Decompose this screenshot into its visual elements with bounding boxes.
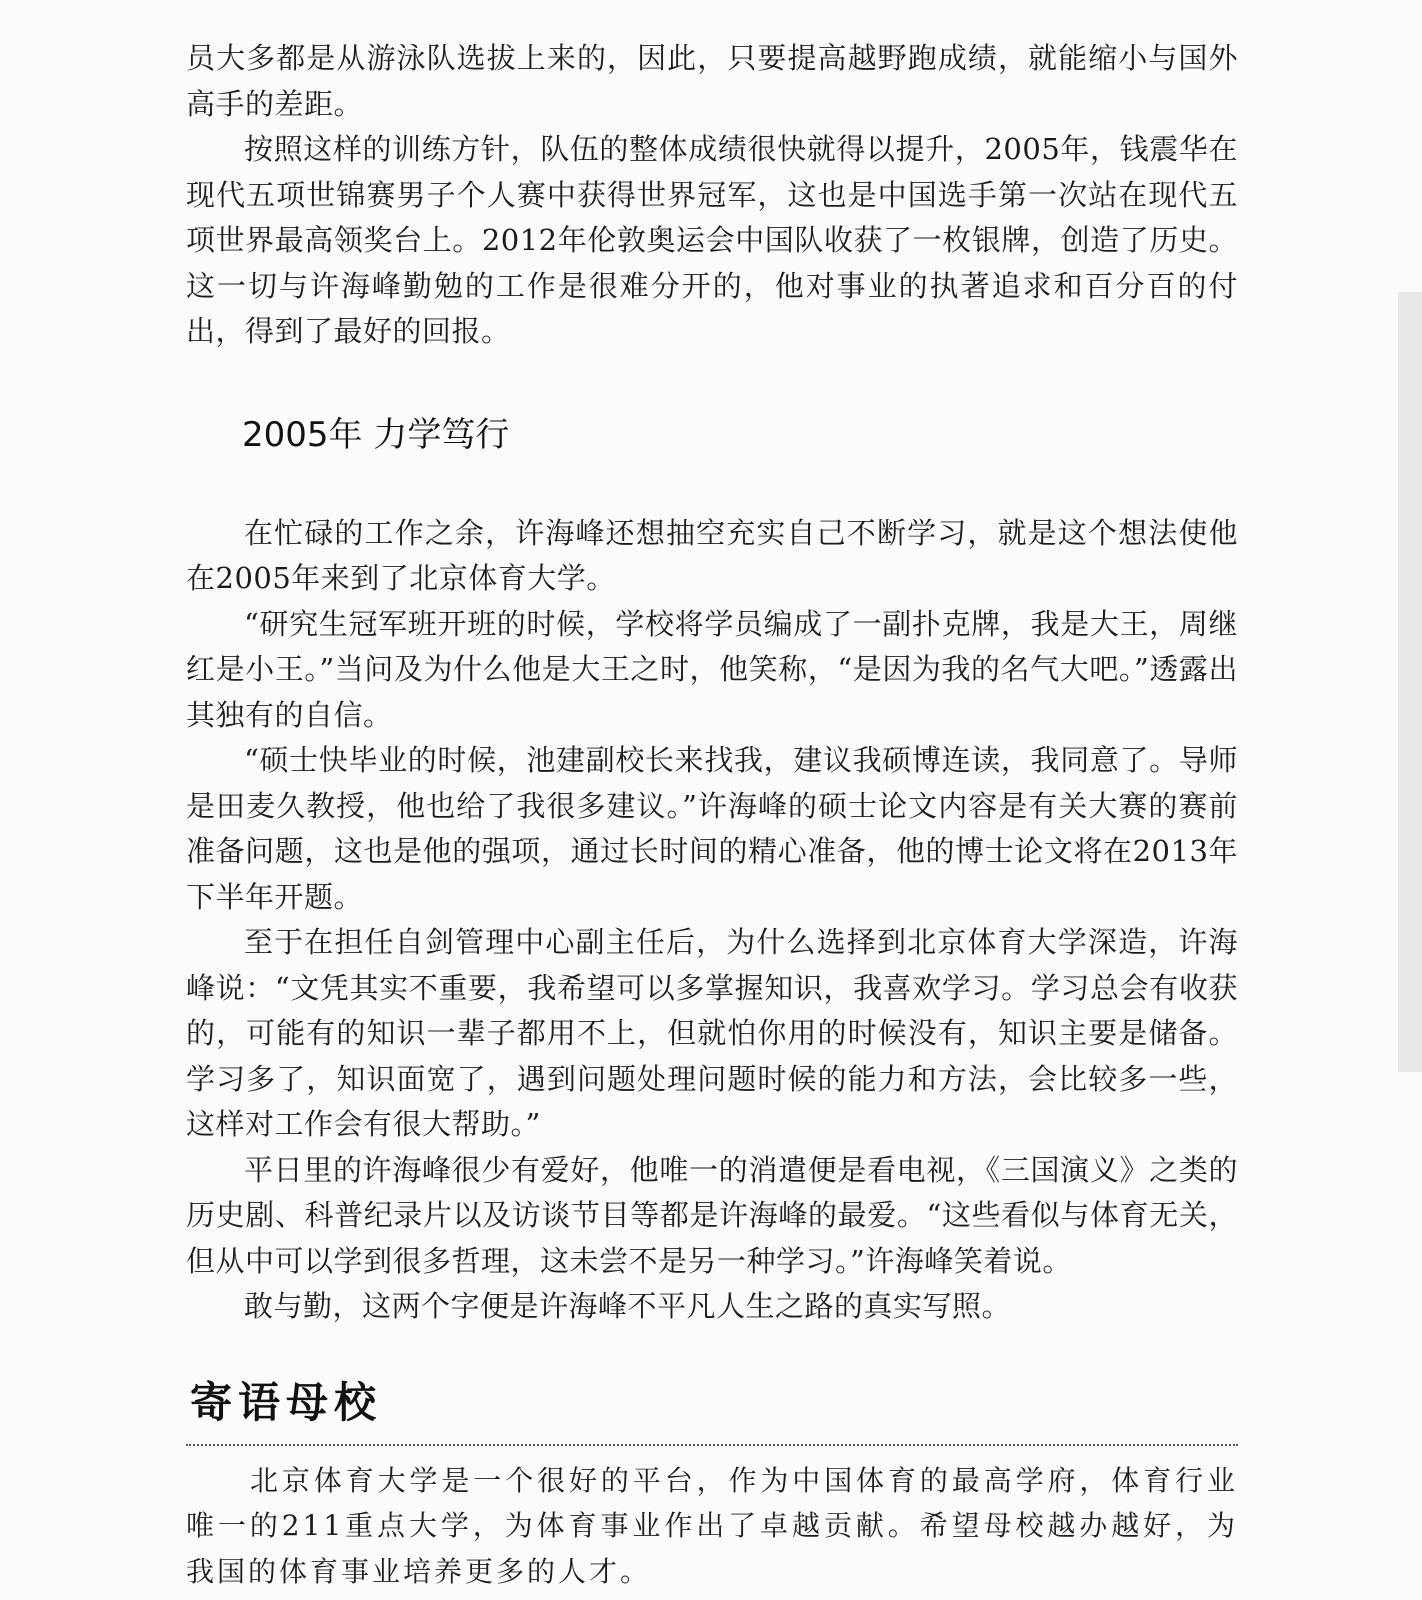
dotted-divider (186, 1444, 1238, 1446)
section-heading-2005: 2005年 力学笃行 (242, 414, 510, 455)
alma-mater-message: 北京体育大学是一个很好的平台，作为中国体育的最高学府，体育行业唯一的211重点大学，为体育事业作出了卓越贡献。希望母校越办越好，为我国的体育事业培养更多的人才。 (186, 1463, 1238, 1588)
paragraph-why-study: 至于在担任自剑管理中心副主任后，为什么选择到北京体育大学深造，许海峰说：“文凭其实不重要，我希望可以多掌握知识，我喜欢学习。学习总会有收获的，可能有的知识一辈子都用不上，但就怕你用的时候没有，知识主要是储备。学习多了，知识面宽了，遇到问题处理问题时候的能力和方法，会比较多一些，这样对工作会有很大帮助。” (186, 925, 1238, 1141)
paragraph-masters-thesis: “硕士快毕业的时候，池建副校长来找我，建议我硕博连读，我同意了。导师是田麦久教授，他也给了我很多建议。”许海峰的硕士论文内容是有关大赛的赛前准备问题，这也是他的强项，通过长时间的精心准备，他的博士论文将在2013年下半年开题。 (186, 743, 1238, 914)
paragraph-continued: 员大多都是从游泳队选拔上来的，因此，只要提高越野跑成绩，就能缩小与国外高手的差距。 (186, 41, 1238, 121)
paragraph-hobbies: 平日里的许海峰很少有爱好，他唯一的消遣便是看电视，《三国演义》之类的历史剧、科普纪录片以及访谈节目等都是许海峰的最爱。“这些看似与体育无关，但从中可以学到很多哲理，这未尝不是另一种学习。”许海峰笑着说。 (186, 1152, 1238, 1278)
paragraph-conclusion: 敢与勤，这两个字便是许海峰不平凡人生之路的真实写照。 (244, 1289, 1012, 1323)
alma-mater-title: 寄语母校 (190, 1377, 383, 1427)
paragraph-champion-class: “研究生冠军班开班的时候，学校将学员编成了一副扑克牌，我是大王，周继红是小王。”当问及为什么他是大王之时，他笑称，“是因为我的名气大吧。”透露出其独有的自信。 (186, 606, 1238, 732)
paragraph-training-results: 按照这样的训练方针，队伍的整体成绩很快就得以提升，2005年，钱震华在现代五项世锦赛男子个人赛中获得世界冠军，这也是中国选手第一次站在现代五项世界最高领奖台上。2012年伦敦奥运会中国队收获了一枚银牌，创造了历史。这一切与许海峰勤勉的工作是很难分开的，他对事业的执著追求和百分百的付出，得到了最好的回报。 (186, 132, 1238, 348)
page-edge-shadow (1398, 292, 1422, 1072)
paragraph-study-intro: 在忙碌的工作之余，许海峰还想抽空充实自己不断学习，就是这个想法使他在2005年来到了北京体育大学。 (186, 515, 1238, 595)
document-page (186, 36, 1238, 1594)
